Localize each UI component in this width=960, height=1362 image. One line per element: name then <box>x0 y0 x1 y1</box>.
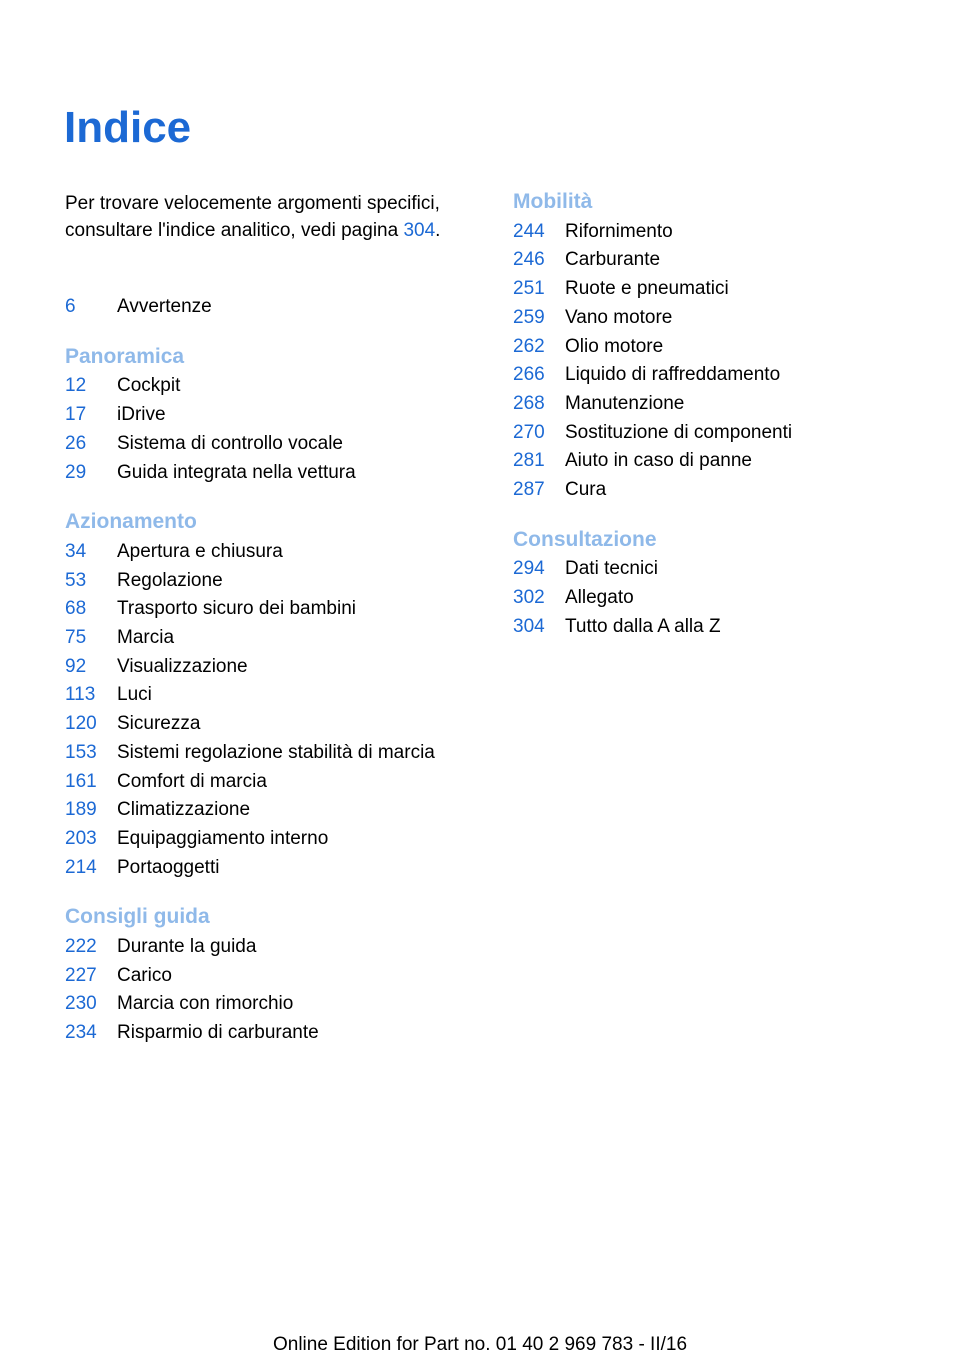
toc-page-number[interactable]: 304 <box>513 615 545 637</box>
toc-entry-label: Ruote e pneumatici <box>565 278 729 300</box>
intro-text: Per trovare velocemente argomenti specifici, consultare l'indice analitico, vedi pagina <box>65 193 440 241</box>
toc-entry-label: Marcia <box>117 627 175 648</box>
toc-page-number[interactable]: 17 <box>65 404 87 426</box>
section-heading: Mobilità <box>513 190 593 213</box>
toc-page-number[interactable]: 12 <box>65 375 87 397</box>
toc-entry-label: Dati tecnici <box>565 558 658 580</box>
toc-page-number[interactable]: 259 <box>513 306 545 328</box>
toc-page-number[interactable]: 153 <box>65 741 97 763</box>
toc-page-number[interactable]: 214 <box>65 856 97 878</box>
toc-entry-label: Liquido di raffreddamento <box>565 364 781 386</box>
toc-entry-label: Visualizzazione <box>117 655 248 677</box>
toc-page-number[interactable]: 302 <box>513 587 545 609</box>
toc-entry-label: Sistemi regolazione stabilità di marcia <box>117 741 435 763</box>
toc-page-number[interactable]: 270 <box>513 421 545 443</box>
intro-paragraph <box>65 190 485 244</box>
toc-page-number[interactable]: 68 <box>65 598 87 620</box>
toc-page-number[interactable]: 246 <box>513 249 545 271</box>
toc-page-number[interactable]: 227 <box>65 964 97 986</box>
toc-page-number[interactable]: 113 <box>65 684 96 706</box>
toc-entry-label: Olio motore <box>565 335 664 357</box>
toc-entry-label: Cockpit <box>117 375 181 397</box>
toc-entry-label: Durante la guida <box>117 936 257 957</box>
toc-page-number[interactable]: 53 <box>65 569 87 591</box>
toc-entry-label: Regolazione <box>117 569 223 591</box>
toc-entry-label: Risparmio di carburante <box>117 1022 319 1044</box>
toc-entry-label: Equipaggiamento interno <box>117 827 329 849</box>
toc-entry-label: Tutto dalla A alla Z <box>565 615 721 637</box>
toc-entry-label: Sicurezza <box>117 713 201 735</box>
toc-entry-label: Manutenzione <box>565 392 685 414</box>
toc-page-number[interactable]: 203 <box>65 827 97 849</box>
toc-page-number[interactable]: 266 <box>513 364 545 386</box>
toc-entry-label: Marcia con rimorchio <box>117 993 294 1015</box>
toc-entry-label: Carico <box>117 964 172 986</box>
toc-page-number[interactable]: 26 <box>65 432 87 454</box>
toc-entry-label: Guida integrata nella vettura <box>117 461 356 483</box>
toc-entry-label: Sostituzione di componenti <box>565 421 793 443</box>
toc-page-number[interactable]: 6 <box>65 296 76 317</box>
toc-page-number[interactable]: 268 <box>513 392 545 414</box>
intro-end: . <box>435 220 441 241</box>
toc-entry-label: Carburante <box>565 249 661 271</box>
toc-page-number[interactable]: 75 <box>65 627 87 648</box>
toc-entry-label: Portaoggetti <box>117 856 220 878</box>
toc-page-number[interactable]: 262 <box>513 335 545 357</box>
toc-entry-label: iDrive <box>117 404 166 426</box>
toc-page-number[interactable]: 281 <box>513 450 545 472</box>
toc-page-number[interactable]: 161 <box>65 770 97 792</box>
section-heading: Consigli guida <box>65 905 210 929</box>
toc-entry-label: Luci <box>117 684 152 706</box>
page-title: Indice <box>64 103 192 152</box>
toc-entry-label: Aiuto in caso di panne <box>565 450 752 472</box>
toc-page-number[interactable]: 234 <box>65 1022 97 1044</box>
toc-entry-label: Allegato <box>565 587 634 609</box>
toc-page-number[interactable]: 29 <box>65 461 87 483</box>
toc-entry-label: Trasporto sicuro dei bambini <box>117 598 357 620</box>
toc-page-number[interactable]: 92 <box>65 655 87 677</box>
toc-entry-label: Rifornimento <box>565 220 673 242</box>
toc-entry-label: Climatizzazione <box>117 799 251 821</box>
toc-page-number[interactable]: 230 <box>65 993 97 1015</box>
toc-page-number[interactable]: 287 <box>513 479 545 500</box>
footer-edition: Online Edition for Part no. 01 40 2 969 783 - II/16 <box>272 1334 688 1355</box>
toc-entry-label: Vano motore <box>565 306 673 328</box>
toc-page-number[interactable]: 294 <box>513 558 545 580</box>
toc-entry-label: Cura <box>565 479 607 500</box>
toc-page-number[interactable]: 222 <box>65 936 97 957</box>
section-heading: Azionamento <box>65 510 197 534</box>
intro-page-link[interactable]: 304 <box>403 220 436 241</box>
toc-page-number[interactable]: 251 <box>513 278 545 300</box>
toc-page-number[interactable]: 244 <box>513 220 545 242</box>
toc-entry-label: Sistema di controllo vocale <box>117 432 343 454</box>
toc-entry-label: Comfort di marcia <box>117 770 267 792</box>
toc-entry-label: Apertura e chiusura <box>117 540 283 562</box>
toc-entry-label: Avvertenze <box>117 296 212 317</box>
section-heading: Consultazione <box>513 527 657 551</box>
toc-page-number[interactable]: 189 <box>65 799 97 821</box>
section-heading: Panoramica <box>65 344 185 368</box>
toc-page-number[interactable]: 34 <box>65 540 87 562</box>
toc-page-number[interactable]: 120 <box>65 713 97 735</box>
